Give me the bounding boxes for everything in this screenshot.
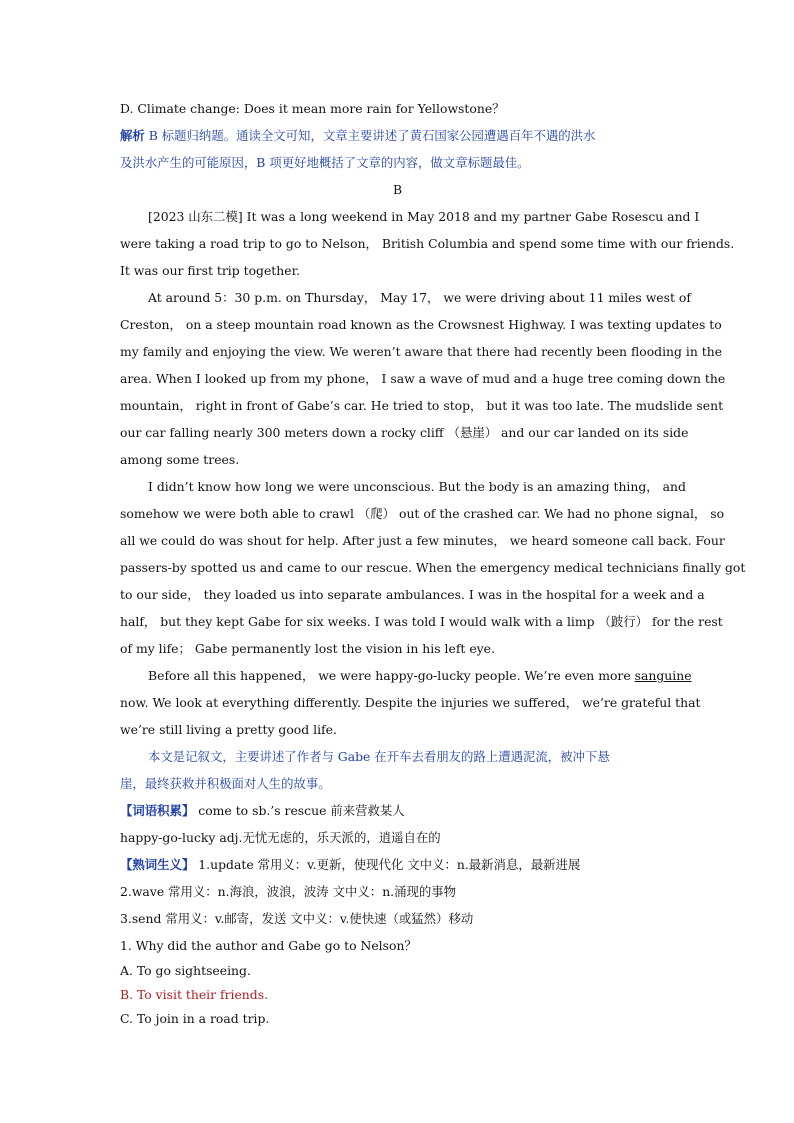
- familiar-line-3: 3.send 常用义：v.邮寄，发送 文中义：v.使快速（或猛然）移动: [120, 911, 474, 926]
- familiar-text-1: 1.update 常用义：v.更新，使现代化 文中义：n.最新消息，最新进展: [194, 857, 581, 872]
- underlined-word-sanguine: sanguine: [634, 668, 692, 683]
- paragraph-3-line-2: somehow we were both able to crawl （爬） out of the crashed car. We had no phone signal， so: [120, 506, 725, 521]
- analysis-text-1: B 标题归纳题。通读全文可知，文章主要讲述了黄石国家公园遭遇百年不遇的洪水: [144, 128, 596, 143]
- analysis-label: 解析: [120, 128, 145, 143]
- paragraph-2-line-1: At around 5：30 p.m. on Thursday， May 17， we were driving about 11 miles west of: [148, 290, 691, 305]
- vocab-text-1: come to sb.’s rescue 前来营救某人: [194, 803, 405, 818]
- option-b-answer: B. To visit their friends.: [120, 987, 269, 1002]
- paragraph-2-line-2: Creston， on a steep mountain road known as the Crowsnest Highway. I was texting updates to: [120, 317, 722, 332]
- familiar-label: 【熟词生义】: [120, 857, 195, 872]
- vocab-line-1: [120, 797, 675, 824]
- paragraph-1-line-1: [2023 山东二模] It was a long weekend in May 2018 and my partner Gabe Rosescu and I: [148, 209, 700, 224]
- familiar-line-1: [120, 851, 675, 878]
- paragraph-4-line-2: now. We look at everything differently. Despite the injuries we suffered， we’re grateful that: [120, 695, 701, 710]
- paragraph-2-line-3: my family and enjoying the view. We weren’t aware that there had recently been flooding in the: [120, 344, 723, 359]
- question-1: 1. Why did the author and Gabe go to Nelson？: [120, 938, 417, 953]
- paragraph-2-line-7: among some trees.: [120, 452, 240, 467]
- paragraph-2-line-5: mountain， right in front of Gabe’s car. He tried to stop， but it was too late. The mudslide sent: [120, 398, 724, 413]
- paragraph-3-line-1: I didn’t know how long we were unconscious. But the body is an amazing thing， and: [148, 479, 686, 494]
- paragraph-2-line-6: our car falling nearly 300 meters down a rocky cliff （悬崖） and our car landed on its side: [120, 425, 689, 440]
- paragraph-1-line-3: It was our first trip together.: [120, 263, 301, 278]
- analysis-line-2: 及洪水产生的可能原因，B 项更好地概括了文章的内容，做文章标题最佳。: [120, 155, 530, 170]
- paragraph-4-line-3: we’re still living a pretty good life.: [120, 722, 337, 737]
- document-page: [120, 95, 746, 1031]
- paragraph-4-text: Before all this happened， we were happy-go-lucky people. We’re even more: [148, 668, 635, 683]
- paragraph-3-line-6: half， but they kept Gabe for six weeks. I was told I would walk with a limp （跛行） for the rest: [120, 614, 723, 629]
- paragraph-3-line-7: of my life； Gabe permanently lost the vision in his left eye.: [120, 641, 495, 656]
- summary-line-2: 崖，最终获救并积极面对人生的故事。: [120, 776, 331, 791]
- paragraph-3-line-4: passers-by spotted us and came to our rescue. When the emergency medical technicians finally got: [120, 560, 746, 575]
- paragraph-2-line-4: area. When I looked up from my phone， I saw a wave of mud and a huge tree coming down the: [120, 371, 726, 386]
- vocab-label: 【词语积累】: [120, 803, 195, 818]
- paragraph-1-line-2: were taking a road trip to go to Nelson， British Columbia and spend some time with our friends.: [120, 236, 735, 251]
- paragraph-3-line-3: all we could do was shout for help. After just a few minutes， we heard someone call back. Four: [120, 533, 725, 548]
- familiar-line-2: 2.wave 常用义：n.海浪，波浪，波涛 文中义：n.涌现的事物: [120, 884, 457, 899]
- summary-line-1: 本文是记叙文，主要讲述了作者与 Gabe 在开车去看朋友的路上遭遇泥流，被冲下悬: [148, 749, 610, 764]
- paragraph-3-line-5: to our side， they loaded us into separate ambulances. I was in the hospital for a week and a: [120, 587, 705, 602]
- paragraph-4-line-1: [120, 662, 692, 689]
- section-heading: B: [392, 182, 403, 197]
- option-a: A. To go sightseeing.: [120, 963, 251, 978]
- option-c: C. To join in a road trip.: [120, 1011, 270, 1026]
- analysis-line-1: [120, 122, 675, 149]
- option-d: D. Climate change: Does it mean more rain for Yellowstone？: [120, 101, 505, 116]
- vocab-line-2: happy-go-lucky adj.无忧无虑的，乐天派的，逍遥自在的: [120, 830, 441, 845]
